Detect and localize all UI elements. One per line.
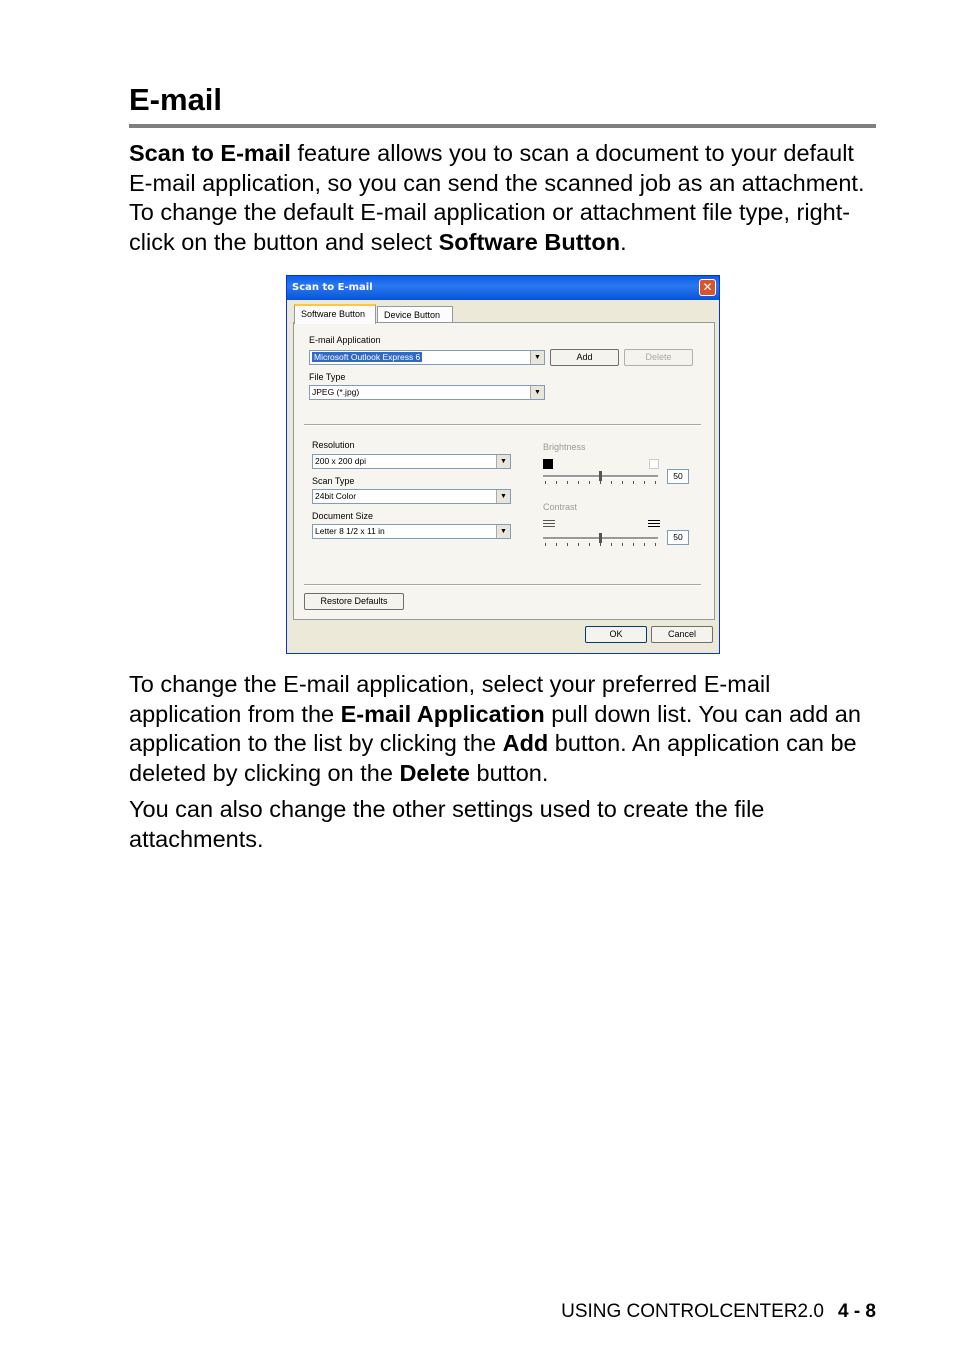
p2-bold-3: Delete — [399, 759, 470, 786]
scan-type-value: 24bit Color — [315, 491, 357, 501]
dark-swatch-icon — [543, 459, 553, 469]
email-app-label: E-mail Application — [309, 335, 381, 345]
restore-defaults-button[interactable]: Restore Defaults — [304, 593, 404, 610]
tick — [611, 543, 612, 546]
light-swatch-icon — [649, 459, 659, 469]
intro-bold-2: Software Button — [438, 228, 621, 255]
contrast-slider-thumb[interactable] — [599, 533, 602, 543]
footer-section: USING CONTROLCENTER2.0 — [561, 1301, 824, 1322]
intro-paragraph — [129, 139, 879, 257]
close-icon[interactable]: ✕ — [699, 279, 716, 296]
tick — [545, 481, 546, 484]
p2-text-1: To change the E-mail application, select your preferred E-mail application from the — [129, 671, 771, 727]
contrast-ticks — [545, 543, 657, 547]
page-footer — [561, 1300, 876, 1324]
tab-software-button[interactable]: Software Button — [294, 304, 376, 324]
divider — [304, 584, 701, 585]
tick — [611, 481, 612, 484]
intro-bold-1: Scan to E-mail — [129, 140, 291, 166]
intro-text-2: . — [620, 228, 627, 255]
intro-text-1: feature allows you to scan a document to your default E-mail application, so you can send the scanned job as an attachment. To change the default E-mail application or attachment file type, right-click on the button and select — [129, 140, 865, 255]
tick — [644, 481, 645, 484]
p2-text-4: button. — [469, 759, 549, 786]
tick — [578, 543, 579, 546]
tick — [655, 481, 656, 484]
p2-bold-1: E-mail Application — [340, 700, 545, 727]
page-heading: E-mail — [129, 82, 223, 117]
tick — [589, 543, 590, 546]
tick — [545, 543, 546, 546]
cancel-button[interactable]: Cancel — [651, 626, 713, 643]
p2-bold-2: Add — [502, 730, 549, 757]
chevron-down-icon[interactable]: ▼ — [530, 386, 544, 399]
brightness-slider-thumb[interactable] — [599, 471, 602, 481]
resolution-select[interactable] — [312, 454, 511, 469]
brightness-value[interactable]: 50 — [667, 469, 689, 484]
tick — [622, 543, 623, 546]
brightness-label: Brightness — [543, 442, 586, 452]
resolution-value: 200 x 200 dpi — [315, 456, 367, 466]
low-contrast-icon — [543, 520, 555, 530]
contrast-value[interactable]: 50 — [667, 530, 689, 545]
page-number: 4 - 8 — [837, 1301, 876, 1322]
delete-button[interactable]: Delete — [624, 349, 693, 366]
chevron-down-icon[interactable]: ▼ — [496, 490, 510, 503]
file-type-value: JPEG (*.jpg) — [312, 387, 360, 397]
divider — [304, 424, 701, 425]
high-contrast-icon — [648, 520, 660, 530]
settings-paragraph: You can also change the other settings used to create the file attachments. — [129, 796, 765, 852]
email-app-value: Microsoft Outlook Express 6 — [314, 352, 421, 362]
tick — [567, 481, 568, 484]
scan-type-select[interactable] — [312, 489, 511, 504]
tick — [567, 543, 568, 546]
document-size-value: Letter 8 1/2 x 11 in — [315, 526, 385, 536]
tick — [578, 481, 579, 484]
email-app-select[interactable] — [309, 350, 545, 365]
add-button[interactable]: Add — [550, 349, 619, 366]
tick — [644, 543, 645, 546]
tick — [600, 481, 601, 484]
ok-button[interactable]: OK — [585, 626, 647, 643]
scan-type-label: Scan Type — [312, 476, 355, 486]
document-size-select[interactable] — [312, 524, 511, 539]
tick — [622, 481, 623, 484]
dialog-titlebar — [287, 276, 719, 300]
tick — [556, 543, 557, 546]
p2-text-3: button. An application can be deleted by clicking on the — [129, 730, 857, 786]
tick — [556, 481, 557, 484]
tab-device-button[interactable]: Device Button — [377, 306, 453, 324]
tab-panel — [293, 322, 715, 620]
chevron-down-icon[interactable]: ▼ — [496, 525, 510, 538]
tick — [633, 543, 634, 546]
chevron-down-icon[interactable]: ▼ — [496, 455, 510, 468]
tick — [600, 543, 601, 546]
heading-rule — [129, 124, 876, 128]
tick — [589, 481, 590, 484]
tick — [633, 481, 634, 484]
file-type-label: File Type — [309, 372, 346, 382]
contrast-label: Contrast — [543, 502, 578, 512]
dialog-title: Scan to E-mail — [292, 282, 373, 293]
tick — [655, 543, 656, 546]
document-size-label: Document Size — [312, 511, 374, 521]
chevron-down-icon[interactable]: ▼ — [530, 351, 544, 364]
resolution-label: Resolution — [312, 440, 355, 450]
p2-text-2: pull down list. You can add an application to the list by clicking the — [129, 700, 861, 757]
brightness-ticks — [545, 481, 657, 485]
email-app-paragraph — [129, 670, 879, 788]
file-type-select[interactable] — [309, 385, 545, 400]
